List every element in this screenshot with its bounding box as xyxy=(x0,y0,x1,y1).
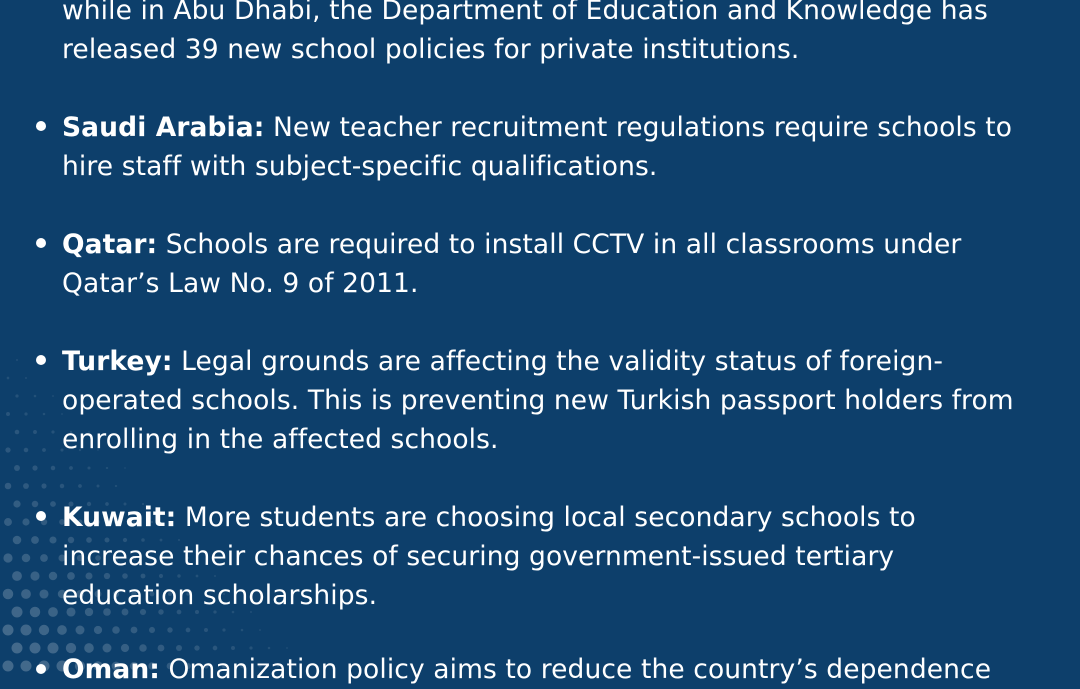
item-text-continued: Qatar’s Law No. 9 of 2011. xyxy=(62,268,419,299)
country-label: Saudi Arabia: xyxy=(62,112,265,143)
bullet-icon xyxy=(36,121,46,131)
bullet-icon xyxy=(36,355,46,365)
bullet-icon xyxy=(36,511,46,521)
item-text: New teacher recruitment regulations require schools to xyxy=(272,112,1013,143)
intro-line-1: while in Abu Dhabi, the Department of Education and Knowledge has xyxy=(62,0,988,26)
country-label: Kuwait: xyxy=(62,502,177,533)
item-text-continued: increase their chances of securing government-issued tertiary xyxy=(62,541,895,572)
item-text: Schools are required to install CCTV in all classrooms under xyxy=(165,229,962,260)
country-label: Qatar: xyxy=(62,229,158,260)
item-text-continued: hire staff with subject-specific qualifications. xyxy=(62,151,658,182)
bullet-icon xyxy=(36,664,46,674)
list-item-oman xyxy=(62,650,991,689)
bullet-icon xyxy=(36,238,46,248)
list-item-kuwait xyxy=(62,498,916,537)
item-text-continued: education scholarships. xyxy=(62,580,378,611)
item-text-continued: enrolling in the affected schools. xyxy=(62,424,499,455)
item-text: Legal grounds are affecting the validity status of foreign- xyxy=(181,346,944,377)
list-item-saudi-arabia xyxy=(62,108,1012,147)
country-label: Oman: xyxy=(62,654,160,685)
list-item-turkey xyxy=(62,342,943,381)
country-label: Turkey: xyxy=(62,346,173,377)
item-text: More students are choosing local secondary schools to xyxy=(184,502,916,533)
list-item-qatar xyxy=(62,225,961,264)
intro-line-2: released 39 new school policies for private institutions. xyxy=(62,34,800,65)
item-text: Omanization policy aims to reduce the country’s dependence xyxy=(168,654,992,685)
item-text-continued: operated schools. This is preventing new Turkish passport holders from xyxy=(62,385,1014,416)
